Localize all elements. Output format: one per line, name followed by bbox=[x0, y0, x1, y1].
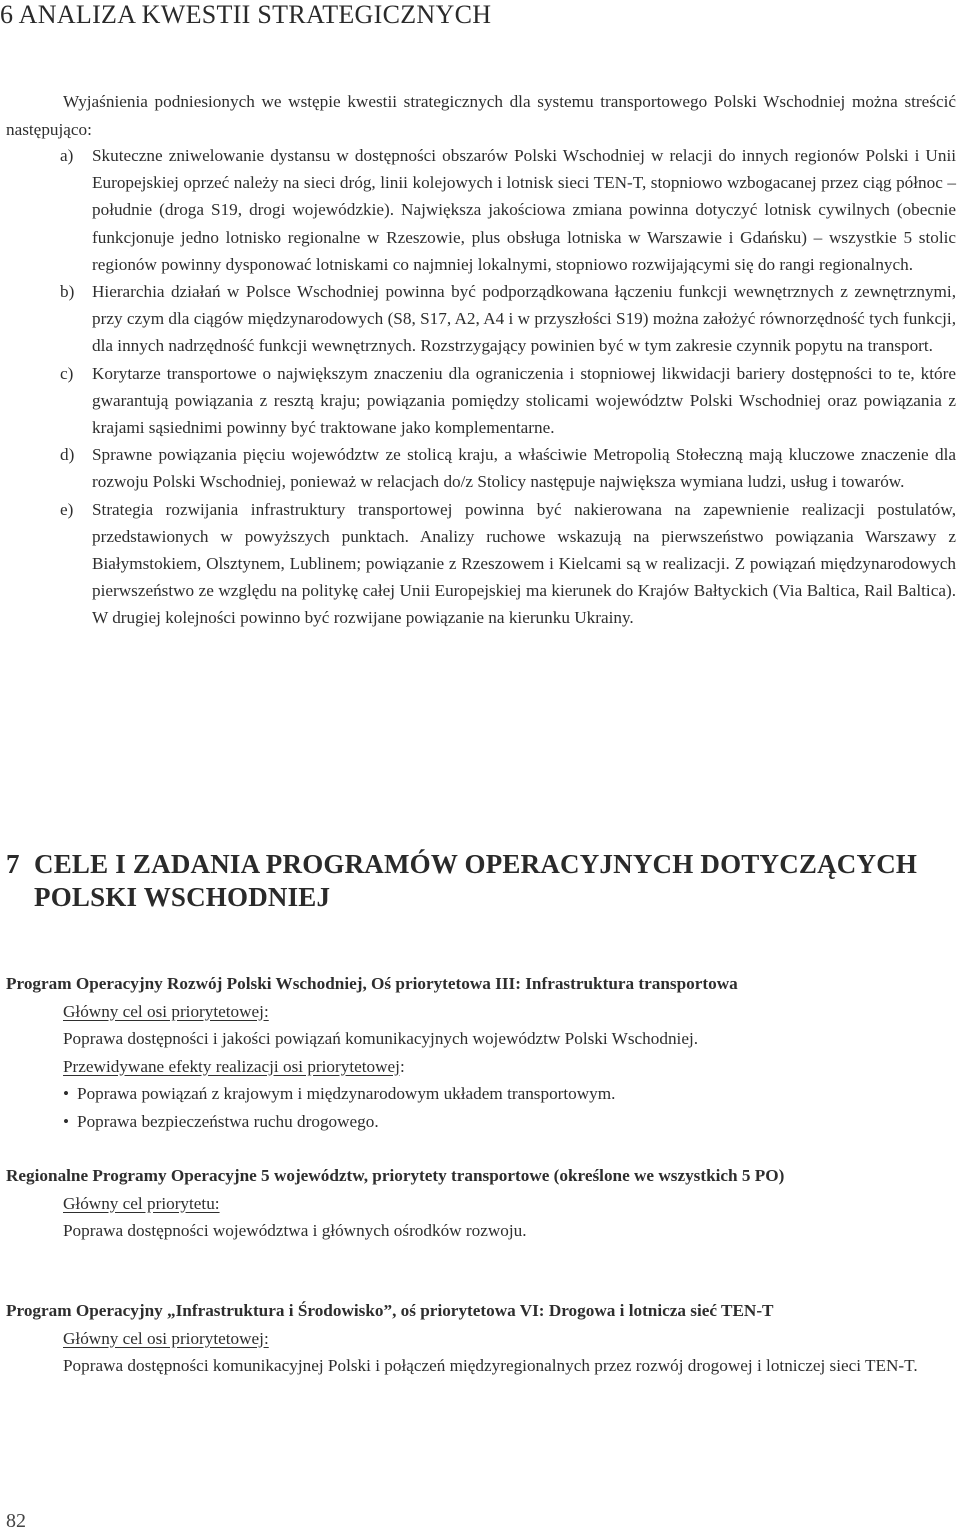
list-item-text: Strategia rozwijania infrastruktury transportowej powinna być nakierowana na zapewnienie realizacji postulatów, przedstawionych w powyższych punktach. Analizy ruchowe wskazują na pierwszeństwo powiązania Warszawy z Białymstokiem, Olsztynem, Lublinem; powiązanie z Rzeszowem i Kielcami są w realizacji. Z powiązań międzynarodowych pierwszeństwo ze względu na politykę całej Unii Europejskiej ma kierunek do Krajów Bałtyckich (Via Baltica, Rail Baltica). W drugiej kolejności powinno być rozwijane powiązanie na kierunku Ukrainy. bbox=[92, 499, 956, 628]
list-item-text: Sprawne powiązania pięciu województw ze stolicą kraju, a właściwie Metropolią Stołeczną mają kluczowe znaczenie dla rozwoju Polski Wschodniej, ponieważ w relacjach do/z Stolicy następuje największa wymiana ludzi, usług i towarów. bbox=[92, 445, 956, 492]
section-7-heading bbox=[6, 848, 946, 914]
section-7-title-line2: POLSKI WSCHODNIEJ bbox=[34, 882, 331, 912]
program-title: Program Operacyjny Rozwój Polski Wschodniej, Oś priorytetowa III: Infrastruktura transportowa bbox=[6, 974, 738, 993]
program-section-2 bbox=[6, 1162, 956, 1245]
goal-label: Główny cel osi priorytetowej: bbox=[63, 1001, 269, 1021]
list-marker: d) bbox=[60, 445, 75, 465]
section-7-number: 7 bbox=[6, 849, 20, 879]
goal-text: Poprawa dostępności komunikacyjnej Polski i połączeń międzyregionalnych przez rozwój drogowej i lotniczej sieci TEN-T. bbox=[63, 1356, 918, 1375]
effect-item: • Poprawa powiązań z krajowym i międzynarodowym układem transportowym. bbox=[63, 1080, 956, 1108]
list-item-a bbox=[0, 142, 956, 278]
list-item-text: Skuteczne zniwelowanie dystansu w dostępności obszarów Polski Wschodniej w relacji do innych regionów Polski i Unii Europejskiej oprzeć należy na sieci dróg, linii kolejowych i lotnisk sieci TEN-T, stopniowo wzbogacanej przez ciąg północ – południe (droga S19, drogi wojewódzkie). Największa jakościowa zmiana powinna dotyczyć lotnisk cywilnych (obecnie funkcjonuje jedno lotnisko regionalne w Rzeszowie, plus obsługa lotniska w Warszawie i Gdańsku) – wszystkie 5 stolic regionów powinny dysponować lotniskami co najmniej lokalnymi, stopniowo rozwijającymi się do rangi regionalnych. bbox=[92, 146, 956, 274]
list-item-e bbox=[0, 496, 956, 632]
list-item-c bbox=[0, 360, 956, 442]
list-item-text: Hierarchia działań w Polsce Wschodniej powinna być podporządkowana łączeniu funkcji wewnętrznych z zewnętrznymi, przy czym dla ciągów międzynarodowych (S8, S17, A2, A4 i w przyszłości S19) można założyć równorzędność tych funkcji, dla innych nadrzędność funkcji wewnętrznych. Rozstrzygający powinien być w tym zakresie czynnik popytu na transport. bbox=[92, 282, 956, 356]
page-number: 82 bbox=[6, 1510, 26, 1532]
goal-label: Główny cel osi priorytetowej: bbox=[63, 1328, 269, 1348]
program-section-3 bbox=[6, 1297, 956, 1380]
list-marker: a) bbox=[60, 146, 74, 165]
list-marker: c) bbox=[60, 363, 74, 383]
list-item-b bbox=[0, 278, 956, 360]
effects-list bbox=[6, 1080, 956, 1135]
goal-label: Główny cel priorytetu: bbox=[63, 1193, 220, 1213]
list-item-text: Korytarze transportowe o największym znaczeniu dla ograniczenia i stopniowej likwidacji bariery dostępności to te, które gwarantują powiązania z resztą kraju; powiązania pomiędzy stolicami województw Polski Wschodniej oraz powiązania z krajami sąsiednimi powinny być traktowane jako komplementarne. bbox=[92, 363, 956, 438]
goal-text: Poprawa dostępności województwa i głównych ośrodków rozwoju. bbox=[63, 1221, 527, 1240]
lead-paragraph: Wyjaśnienia podniesionych we wstępie kwestii strategicznych dla systemu transportowego Polski Wschodniej można streścić następująco: bbox=[6, 92, 956, 139]
goal-text: Poprawa dostępności i jakości powiązań komunikacyjnych województw Polski Wschodniej. bbox=[63, 1029, 699, 1048]
strategic-issues-list bbox=[0, 142, 956, 632]
program-section-1 bbox=[6, 970, 956, 1135]
section-6-heading: 6 ANALIZA KWESTII STRATEGICZNYCH bbox=[0, 0, 492, 29]
program-title: Program Operacyjny „Infrastruktura i Środowisko”, oś priorytetowa VI: Drogowa i lotnicza sieć TEN-T bbox=[6, 1301, 774, 1320]
list-item-d bbox=[0, 441, 956, 495]
program-title: Regionalne Programy Operacyjne 5 województw, priorytety transportowe (określone we wszystkich 5 PO) bbox=[6, 1166, 785, 1185]
effects-label: Przewidywane efekty realizacji osi priorytetowej: bbox=[63, 1056, 405, 1076]
effect-item: • Poprawa bezpieczeństwa ruchu drogowego. bbox=[63, 1108, 956, 1136]
list-marker: e) bbox=[60, 499, 74, 519]
section-7-title-line1: CELE I ZADANIA PROGRAMÓW OPERACYJNYCH DOTYCZĄCYCH bbox=[34, 849, 918, 879]
list-marker: b) bbox=[60, 282, 75, 302]
